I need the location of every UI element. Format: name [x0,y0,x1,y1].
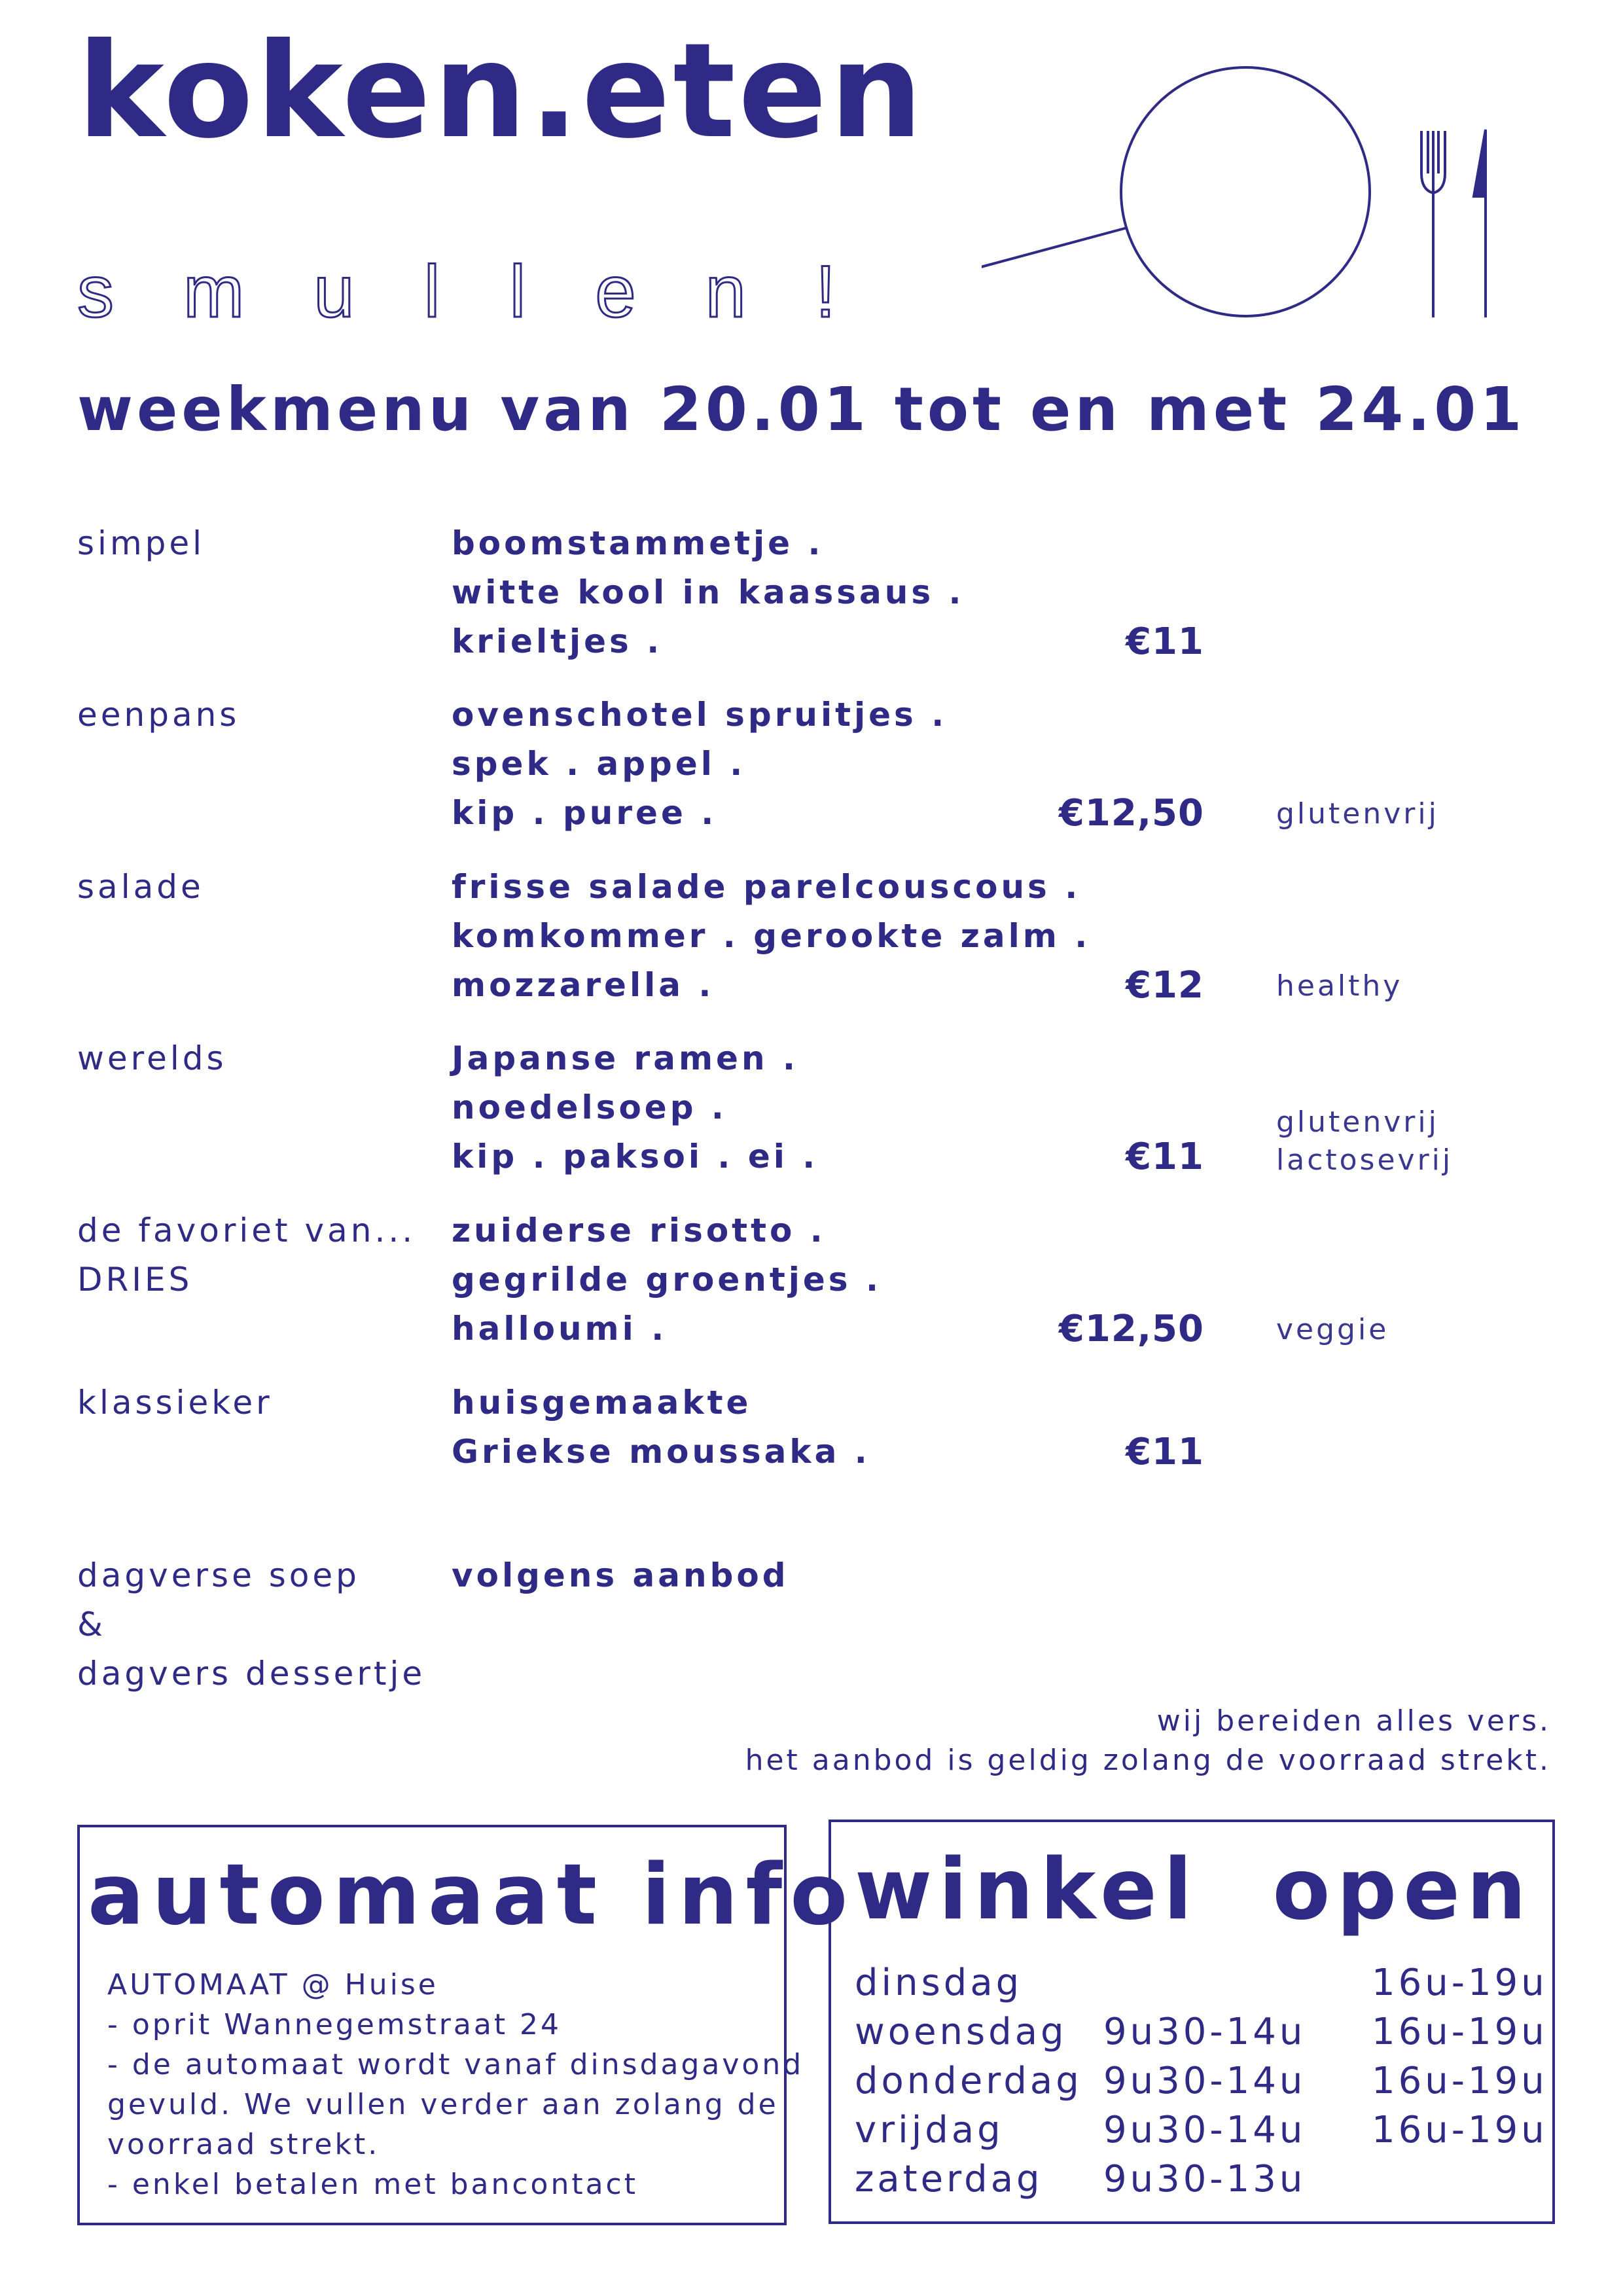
menu-category-salade: salade [77,868,204,906]
dish-line: volgens aanbod [452,1556,789,1594]
open-title: open [1272,1841,1533,1939]
menu-category-dessert: dagvers dessertje [77,1655,426,1693]
automaat-title: automaat info [88,1846,856,1944]
dish-line: krieltjes . [452,622,663,660]
opening-hours-table [855,1958,1548,2204]
hours-afternoon: 16u-19u [1372,2109,1548,2151]
menu-category-ampersand: & [77,1605,106,1643]
diet-tag: lactosevrij [1276,1143,1454,1177]
dish-line: boomstammetje . [452,524,824,562]
dish-line: Griekse moussaka . [452,1433,870,1471]
note-availability: het aanbod is geldig zolang de voorraad strekt. [745,1744,1551,1777]
dish-line: mozzarella . [452,966,715,1004]
hours-row [855,2106,1548,2155]
plate-and-cutlery-illustration [982,59,1518,334]
dish-line: kip . puree . [452,794,717,832]
plate-icon [982,67,1370,316]
dish-line: spek . appel . [452,745,746,783]
dish-line: kip . paksoi . ei . [452,1138,819,1175]
automaat-line: - de automaat wordt vanaf dinsdagavond [107,2048,804,2081]
diet-tag: glutenvrij [1276,797,1439,831]
menu-category-simpel: simpel [77,524,205,562]
knife-icon [1474,130,1486,317]
price-werelds: €11 [1126,1136,1204,1178]
hours-row [855,1958,1548,2007]
dish-line: noedelsoep . [452,1088,727,1126]
automaat-info-box [77,1825,856,2225]
automaat-line: voorraad strekt. [107,2128,380,2161]
automaat-line: AUTOMAAT @ Huise [107,1968,438,2001]
hours-afternoon: 16u-19u [1372,1962,1548,2004]
hours-morning: 9u30-13u [1103,2158,1306,2200]
hours-morning: 9u30-14u [1103,2109,1306,2151]
price-eenpans: €12,50 [1058,792,1204,834]
hours-row [855,2007,1548,2056]
price-favoriet: €12,50 [1058,1308,1204,1350]
dish-line: halloumi . [452,1310,668,1348]
hours-day: donderdag [855,2060,1082,2102]
automaat-line: - enkel betalen met bancontact [107,2168,639,2201]
fork-icon [1421,131,1445,317]
hours-afternoon: 16u-19u [1372,2060,1548,2102]
price-klassieker: €11 [1126,1431,1204,1473]
hours-day: zaterdag [855,2158,1043,2200]
diet-tag: healthy [1276,969,1403,1003]
hours-morning [1103,1958,1372,2007]
menu-category-eenpans: eenpans [77,696,240,734]
dish-line: Japanse ramen . [452,1039,798,1077]
tagline: smullen! [77,251,906,332]
dish-line: frisse salade parelcouscous . [452,868,1081,906]
dish-line: gegrilde groentjes . [452,1261,882,1299]
week-heading: weekmenu van 20.01 tot en met 24.01 [77,374,1526,444]
dish-line: komkommer . gerookte zalm . [452,917,1091,955]
hours-morning: 9u30-14u [1103,2060,1306,2102]
diet-tag: glutenvrij [1276,1105,1439,1139]
dish-line: huisgemaakte [452,1384,752,1422]
menu-category-klassieker: klassieker [77,1384,273,1422]
brand-title: koken.eten [77,15,925,168]
hours-row [855,2056,1548,2106]
note-fresh: wij bereiden alles vers. [1156,1704,1551,1738]
hours-day: dinsdag [855,1962,1023,2004]
hours-afternoon: 16u-19u [1372,2011,1548,2053]
menu-category-soep: dagverse soep [77,1556,360,1594]
automaat-line: - oprit Wannegemstraat 24 [107,2008,562,2041]
hours-day: woensdag [855,2011,1067,2053]
dish-line: ovenschotel spruitjes . [452,696,948,734]
hours-morning: 9u30-14u [1103,2011,1306,2053]
dish-line: witte kool in kaassaus . [452,573,965,611]
menu-category-favoriet-name: DRIES [77,1261,193,1299]
price-simpel: €11 [1126,620,1204,663]
automaat-line: gevuld. We vullen verder aan zolang de [107,2088,779,2121]
winkel-title: winkel [855,1841,1199,1939]
dish-line: zuiderse risotto . [452,1211,826,1249]
menu-category-favoriet: de favoriet van... [77,1211,416,1249]
hours-day: vrijdag [855,2109,1004,2151]
automaat-info-text [107,1965,804,2204]
menu-category-werelds: werelds [77,1039,227,1077]
diet-tag: veggie [1276,1313,1389,1346]
price-salade: €12 [1126,964,1204,1007]
winkel-hours-box [829,1820,1555,2224]
hours-row [855,2155,1548,2204]
hours-afternoon [1372,2155,1548,2204]
